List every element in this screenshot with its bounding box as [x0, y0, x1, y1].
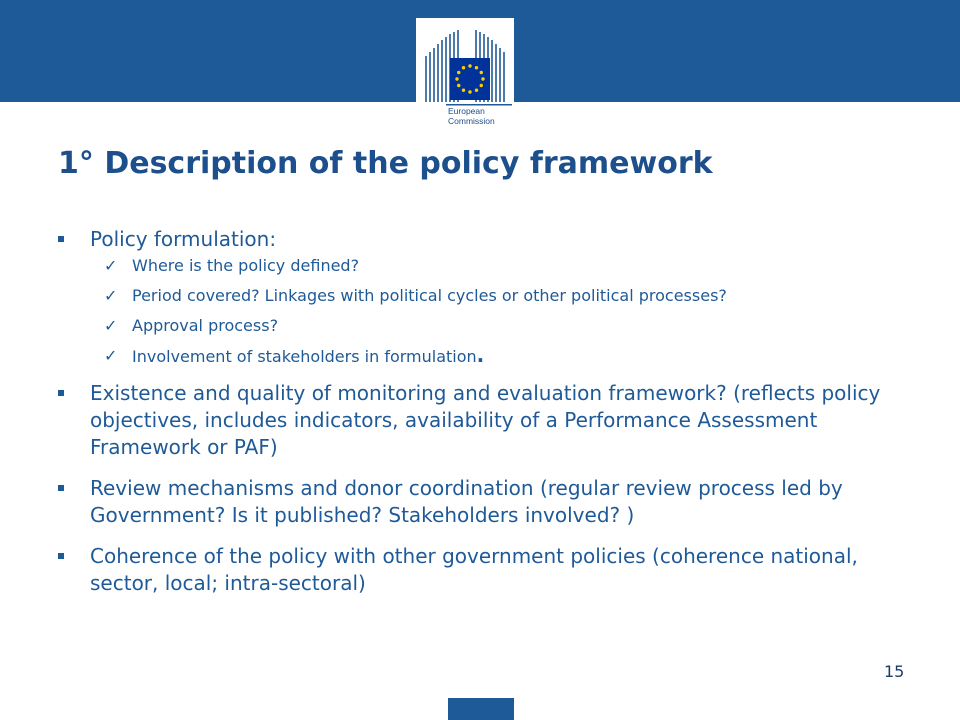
- subbullet-period-covered: [56, 285, 896, 306]
- subbullet-approval-process: [56, 315, 896, 336]
- bullet-policy-formulation: [56, 226, 896, 253]
- bullet-text: Review mechanisms and donor coordination (regular review process led by Government? Is it published? Stakeholders involved? ): [90, 476, 843, 527]
- eu-star-icon: [462, 66, 465, 69]
- eu-star-icon: [481, 77, 484, 80]
- subbullet-stakeholders: [56, 345, 896, 367]
- subbullet-text: Approval process?: [132, 316, 279, 335]
- subbullet-suffix: .: [476, 343, 485, 367]
- eu-star-icon: [457, 84, 460, 87]
- check-icon: ✓: [104, 286, 118, 305]
- eu-star-icon: [462, 89, 465, 92]
- square-bullet-icon: [58, 485, 64, 491]
- slide-body: [56, 226, 896, 611]
- logo-caption: [448, 106, 518, 126]
- slide-title: 1° Description of the policy framework: [58, 146, 713, 181]
- eu-star-icon: [455, 77, 458, 80]
- square-bullet-icon: [58, 236, 64, 242]
- bullet-coherence: [56, 543, 896, 597]
- subbullet-text: Period covered? Linkages with political cycles or other political processes?: [132, 286, 727, 305]
- eu-star-icon: [480, 71, 483, 74]
- logo-line-european: European: [448, 106, 485, 116]
- check-icon: ✓: [104, 346, 118, 365]
- check-icon: ✓: [104, 316, 118, 335]
- eu-star-icon: [457, 71, 460, 74]
- bullet-text: Policy formulation:: [90, 227, 277, 251]
- eu-star-icon: [480, 84, 483, 87]
- eu-star-icon: [475, 66, 478, 69]
- eu-star-icon: [468, 64, 471, 67]
- subbullet-text: Where is the policy defined?: [132, 256, 360, 275]
- check-icon: ✓: [104, 256, 118, 275]
- subbullet-text: Involvement of stakeholders in formulation: [132, 347, 477, 366]
- bullet-review-mechanisms: [56, 475, 896, 529]
- subbullet-policy-defined: [56, 255, 896, 276]
- bullet-text: Existence and quality of monitoring and evaluation framework? (reflects policy objectives, includes indicators, availability of a Performance Assessment Framework or PAF): [90, 381, 881, 459]
- eu-star-icon: [475, 89, 478, 92]
- footer-block: [448, 698, 514, 720]
- square-bullet-icon: [58, 390, 64, 396]
- logo-line-commission: Commission: [448, 116, 495, 126]
- bullet-monitoring-evaluation: [56, 380, 896, 461]
- eu-star-icon: [468, 90, 471, 93]
- bullet-text: Coherence of the policy with other government policies (coherence national, sector, local; intra-sectoral): [90, 544, 858, 595]
- page-number: 15: [884, 662, 905, 681]
- square-bullet-icon: [58, 553, 64, 559]
